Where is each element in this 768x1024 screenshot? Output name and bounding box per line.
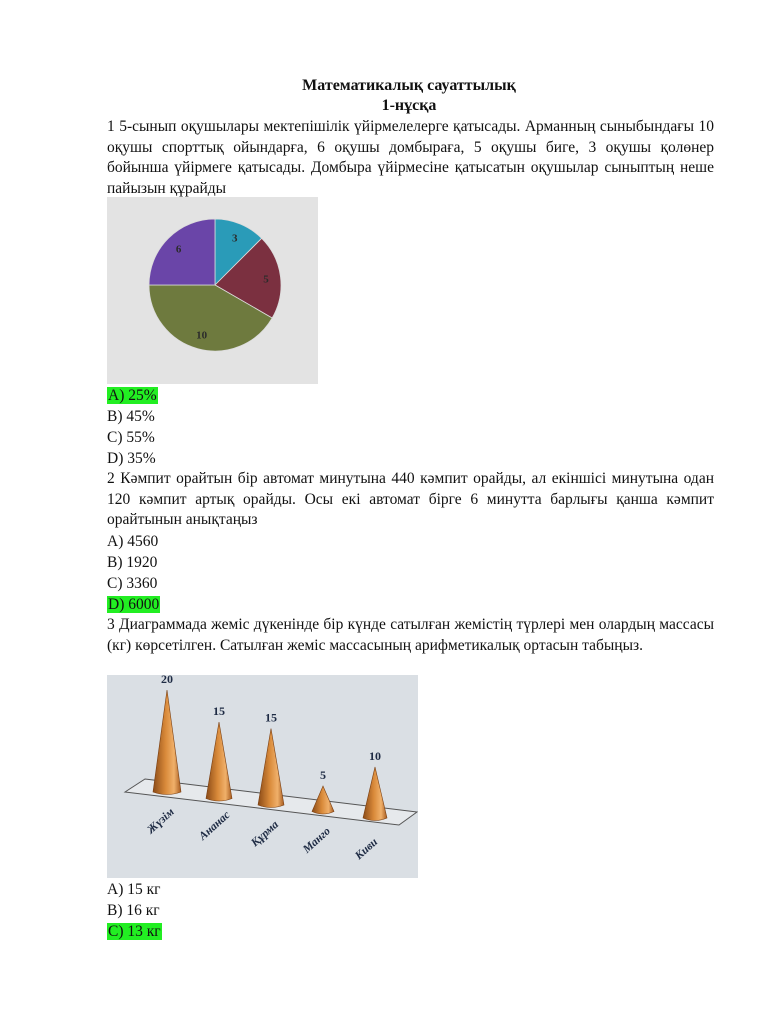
question-1-option-b[interactable] <box>107 407 155 426</box>
question-3-option-a[interactable] <box>107 880 161 899</box>
option-label: B) 16 кг <box>107 902 160 919</box>
question-1-option-a[interactable] <box>107 386 158 405</box>
cone-value-label: 15 <box>265 710 277 725</box>
pie-slice <box>149 219 215 285</box>
cone-value-label: 5 <box>320 768 326 782</box>
option-label: C) 13 кг <box>108 923 161 940</box>
cone-value-label: 15 <box>213 704 225 718</box>
question-3-text: 3 Диаграммада жеміс дүкенінде бір күнде сатылған жемістің түрлері мен олардың массасы (кг) көрсетілген. Сатылған жеміс массасының арифметикалық ортасын табыңыз. <box>107 616 714 654</box>
cone-category-label: Киви <box>352 836 381 863</box>
option-label: D) 6000 <box>108 596 160 613</box>
question-2-option-c[interactable] <box>107 574 157 593</box>
cone-category-label: Құрма <box>248 818 282 850</box>
pie-slice-label: 5 <box>263 273 269 286</box>
option-label: B) 45% <box>107 408 155 425</box>
cone-category-label: Ананас <box>196 809 233 843</box>
option-label: A) 25% <box>108 387 157 404</box>
question-2-option-a[interactable] <box>107 532 158 551</box>
question-2-option-b[interactable] <box>107 553 157 572</box>
question-1-option-c[interactable] <box>107 428 155 447</box>
cone-bar <box>153 690 181 795</box>
cone-bar <box>258 729 284 808</box>
cone-value-label: 20 <box>161 675 173 686</box>
question-2-text: 2 Кәмпит орайтын бір автомат минутына 440 кәмпит орайды, ал екіншісі минутына одан 120 кәмпит артық орайды. Осы екі автомат бірге 6 минутта барлығы қанша кәмпит орайтынын анықтаңыз <box>107 470 714 528</box>
cone-value-label: 10 <box>369 749 381 763</box>
question-1-text: 1 5-сынып оқушылары мектепішілік үйірмелелерге қатысады. Арманның сыныбындағы 10 оқушы спорттық ойындарға, 6 оқушы домбыраға, 5 оқушы биге, 3 оқушы қолөнер бойынша үйірмеге қатысады. Домбыра үйірмесіне қатысатын оқушылар сыныптың неше пайызын құрайды <box>107 118 714 197</box>
question-2-option-d[interactable] <box>107 595 160 614</box>
pie-chart <box>107 197 318 384</box>
question-3-option-b[interactable] <box>107 901 160 920</box>
option-label: C) 55% <box>107 429 155 446</box>
option-label: A) 15 кг <box>107 881 161 898</box>
cone-category-label: Манго <box>300 825 333 856</box>
question-1-option-d[interactable] <box>107 449 156 468</box>
pie-slice-label: 6 <box>175 243 182 256</box>
question-3-option-c[interactable] <box>107 922 162 941</box>
option-label: C) 3360 <box>107 575 158 592</box>
cone-bar-chart <box>107 675 418 878</box>
cone-bar <box>363 767 387 821</box>
option-label: A) 4560 <box>107 533 159 550</box>
cone-bar <box>206 722 232 801</box>
option-label: B) 1920 <box>107 554 158 571</box>
variant-title: 1-нұсқа <box>381 97 437 114</box>
option-label: D) 35% <box>107 450 156 467</box>
pie-slice-label: 10 <box>196 329 208 342</box>
cone-category-label: Жүзім <box>144 805 177 837</box>
pie-slice-label: 3 <box>231 232 238 245</box>
page-title: Математикалық сауаттылық <box>302 77 516 94</box>
